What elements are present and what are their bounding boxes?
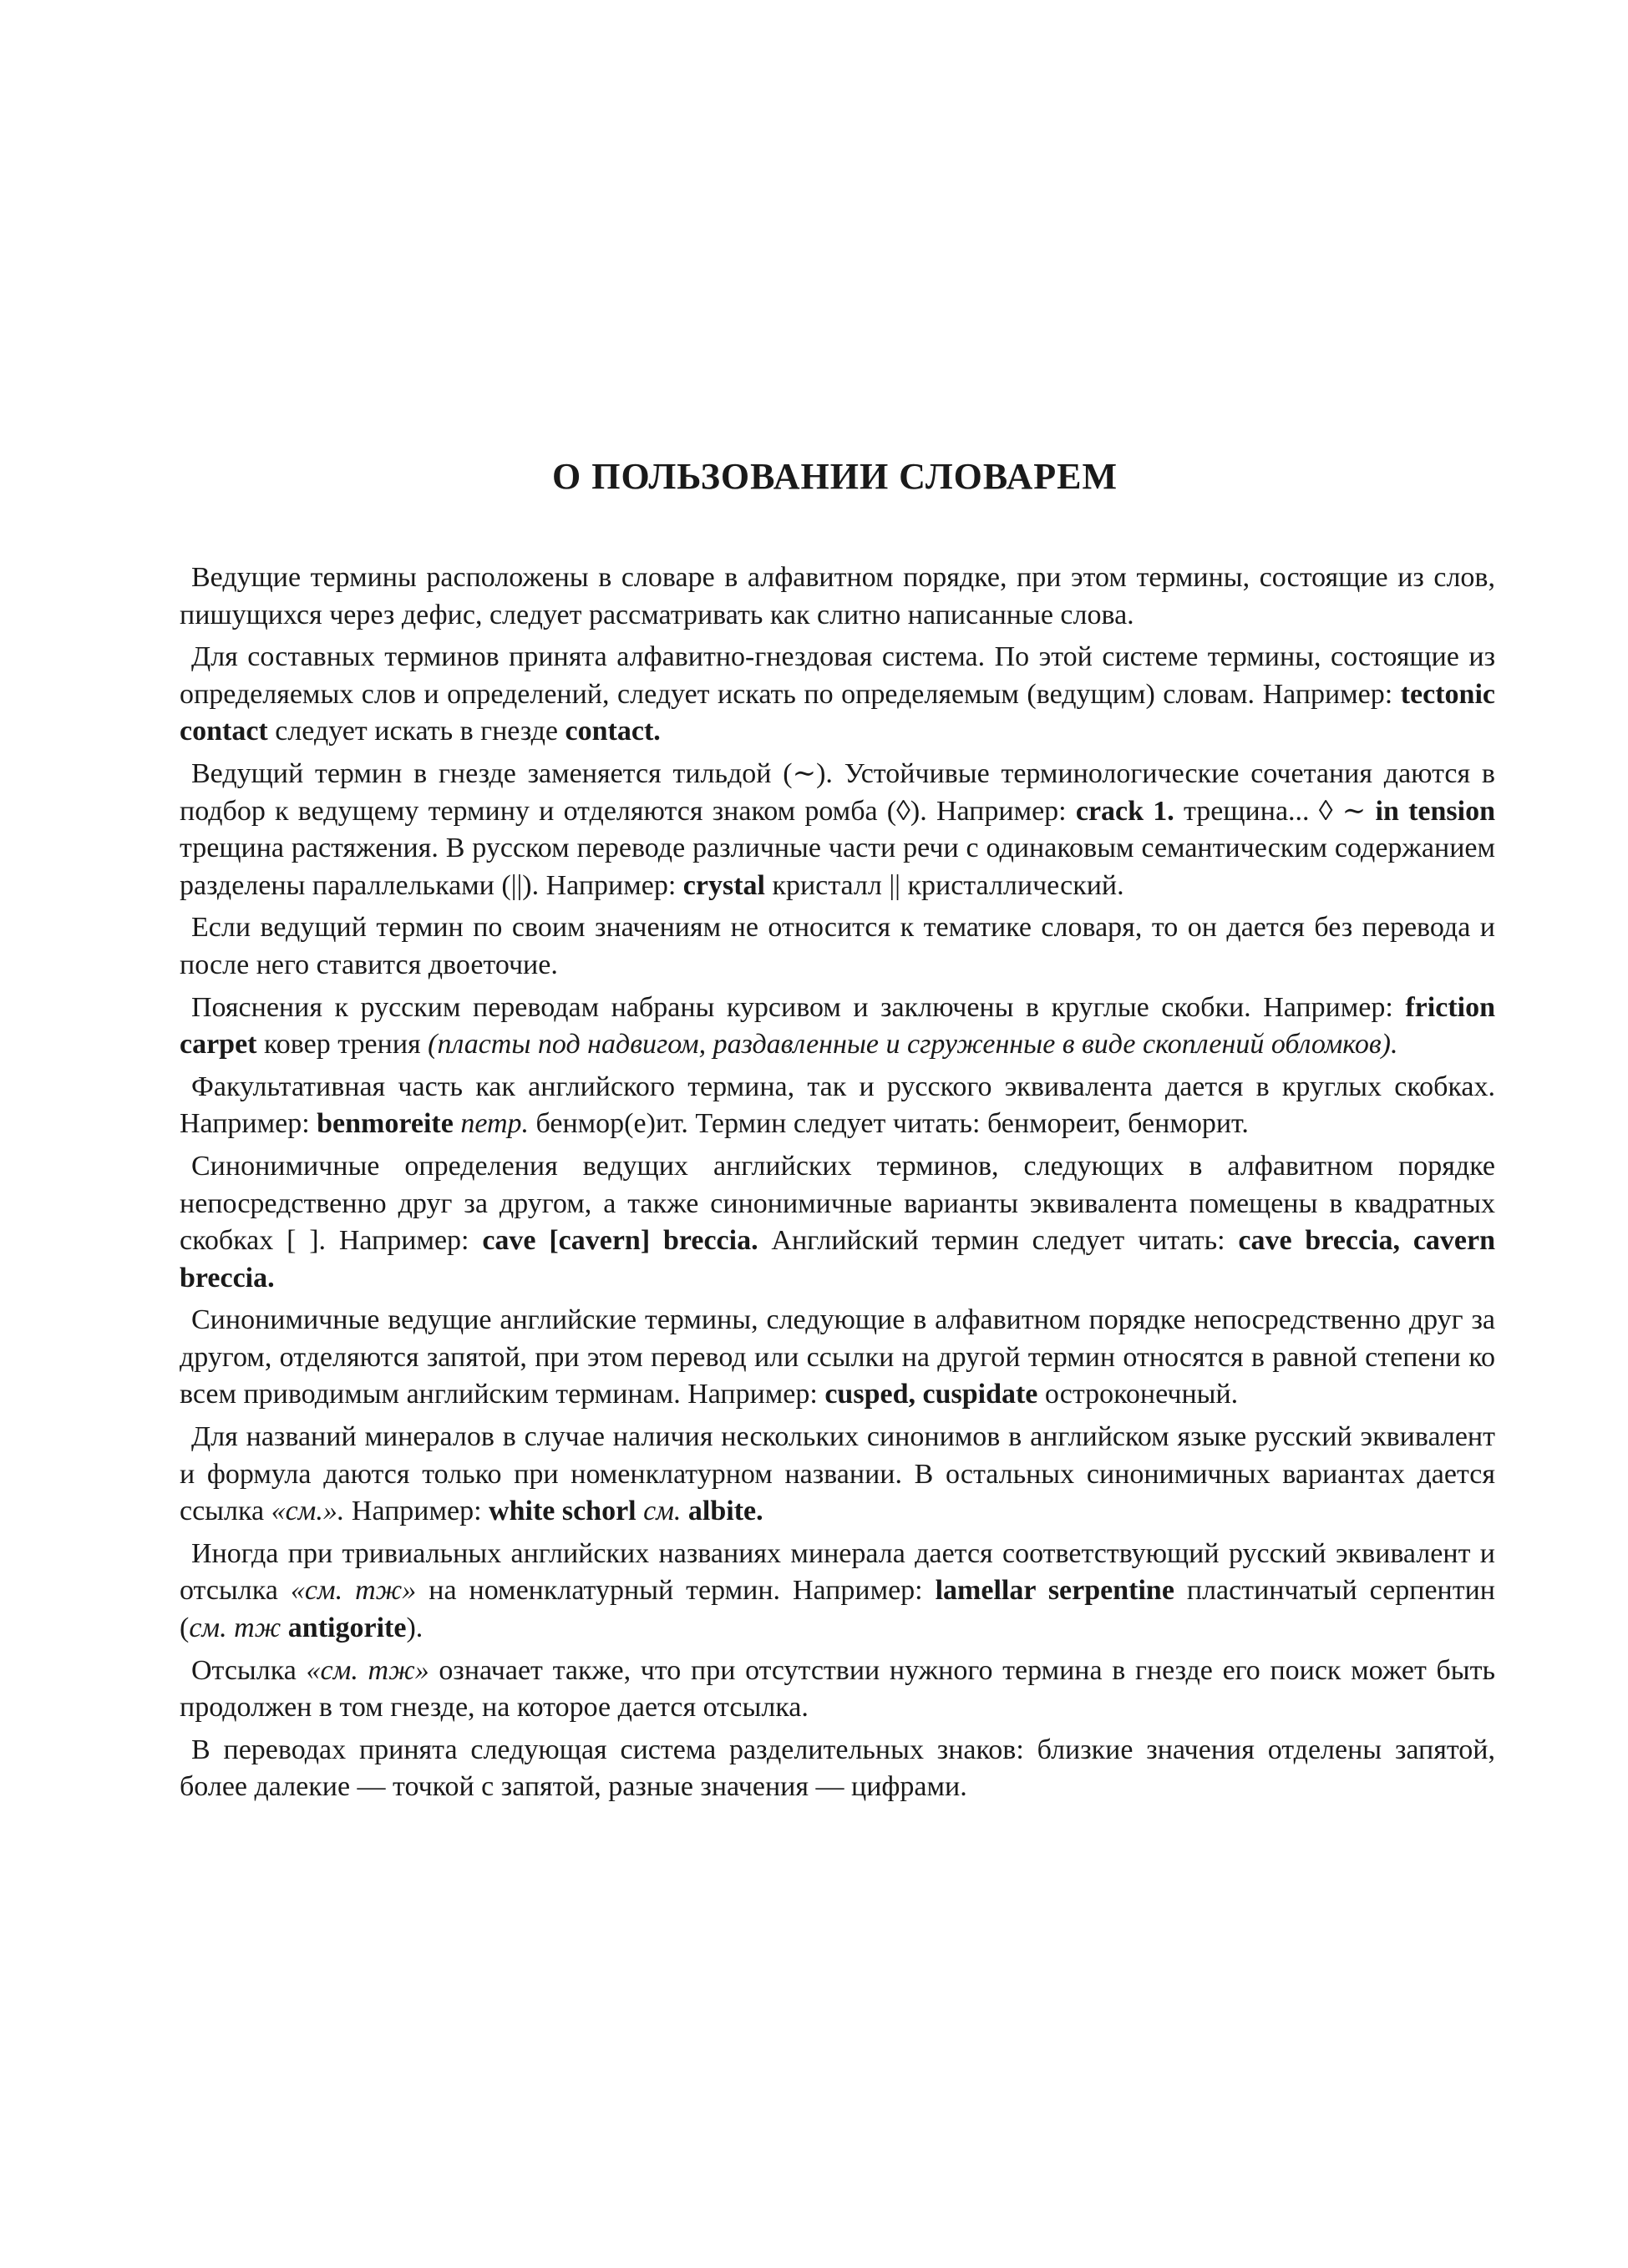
- english-term: albite.: [687, 1496, 763, 1527]
- paragraph-10: [180, 1536, 1495, 1648]
- paragraph-2: [180, 639, 1495, 751]
- paragraph-11: [180, 1653, 1495, 1727]
- paragraph-text: Для составных терминов принята алфавитно-гнездовая система. По этой системе термины, состоящие из определяемых слов и определений, следует искать по определяемым (ведущим) словам. Например:: [180, 641, 1495, 710]
- english-term: in tension: [1375, 795, 1496, 827]
- paragraph-3: [180, 756, 1495, 904]
- paragraph-text: [281, 1612, 288, 1643]
- paragraph-9: [180, 1419, 1495, 1531]
- paragraph-text: Английский термин следует читать:: [758, 1225, 1239, 1257]
- english-term: lamellar serpentine: [935, 1575, 1174, 1607]
- paragraph-7: [180, 1148, 1495, 1297]
- italic-note: «см. тж»: [290, 1575, 417, 1607]
- italic-note: петр.: [460, 1108, 530, 1140]
- paragraph-text: Если ведущий термин по своим значениям не относится к тематике словаря, то он дается без перевода и после него ставится двоеточие.: [180, 912, 1495, 980]
- paragraph-1: [180, 559, 1495, 634]
- italic-note: см. тж: [189, 1612, 281, 1644]
- paragraph-text: Пояснения к русским переводам набраны курсивом и заключены в круглые скобки. Например:: [191, 991, 1406, 1023]
- paragraph-text: Например:: [344, 1496, 489, 1527]
- paragraph-6: [180, 1069, 1495, 1143]
- english-term: cave [cavern] breccia.: [482, 1225, 758, 1257]
- paragraph-text: остроконечный.: [1037, 1379, 1239, 1410]
- document-body: [180, 559, 1495, 1811]
- paragraph-text: ковер трения: [256, 1029, 429, 1061]
- paragraph-text: Ведущие термины расположены в словаре в алфавитном порядке, при этом термины, состоящие из слов, пишущихся через дефис, следует рассматривать как слитно написанные слова.: [180, 562, 1495, 630]
- paragraph-text: трещина растяжения. В русском переводе различные части речи с одинаковым семантическим содержанием разделены параллельками (||). Например:: [180, 833, 1495, 901]
- paragraph-text: пластинчатый серпентин (: [180, 1575, 1495, 1644]
- paragraph-text: ).: [406, 1612, 423, 1644]
- paragraph-4: [180, 909, 1495, 984]
- paragraph-text: Факультативная часть как английского термина, так и русского эквивалента дается в круглых скобках. Например:: [180, 1071, 1495, 1140]
- paragraph-text: Иногда при тривиальных английских названиях минерала дается соответствующий русский эквивалент и отсылка: [180, 1537, 1495, 1607]
- paragraph-text: бенмор(е)ит. Термин следует читать: бенмореит, бенморит.: [529, 1108, 1249, 1140]
- paragraph-5: [180, 990, 1495, 1064]
- paragraph-12: [180, 1732, 1495, 1806]
- english-term: cusped, cuspidate: [824, 1379, 1038, 1410]
- paragraph-text: означает также, что при отсутствии нужного термина в гнезде его поиск может быть продолжен в том гнезде, на которое дается отсылка.: [180, 1654, 1496, 1724]
- italic-note: см.: [643, 1496, 682, 1527]
- paragraph-text: Синонимичные определения ведущих английских терминов, следующих в алфавитном порядке непосредственно друг за другом, а также синонимичные варианты эквивалента помещены в квадратных скобках [ ]. Например:: [180, 1150, 1495, 1257]
- italic-note: «см.».: [271, 1496, 345, 1527]
- english-term: tectonic contact: [180, 678, 1495, 747]
- paragraph-text: следует искать в гнезде: [267, 716, 565, 747]
- paragraph-8: [180, 1302, 1495, 1414]
- english-term: friction carpet: [180, 991, 1495, 1061]
- paragraph-text: трещина... ◊ ∼: [1174, 795, 1376, 827]
- english-term: cave breccia, cavern breccia.: [180, 1225, 1496, 1293]
- english-term: crack 1.: [1075, 795, 1174, 827]
- english-term: antigorite: [287, 1612, 407, 1644]
- paragraph-text: В переводах принята следующая система разделительных знаков: близкие значения отделены запятой, более далекие — точкой с запятой, разные значения — цифрами.: [180, 1734, 1495, 1803]
- paragraph-text: на номенклатурный термин. Например:: [416, 1575, 936, 1607]
- english-term: crystal: [682, 869, 765, 901]
- paragraph-text: Ведущий термин в гнезде заменяется тильдой (∼). Устойчивые терминологические сочетания даются в подбор к ведущему термину и отделяются знаком ромба (◊). Например:: [180, 757, 1495, 827]
- page-title: О ПОЛЬЗОВАНИИ СЛОВАРЕМ: [552, 456, 1118, 497]
- paragraph-text: [636, 1496, 644, 1526]
- paragraph-text: [681, 1496, 688, 1526]
- paragraph-text: Отсылка: [191, 1654, 307, 1686]
- italic-note: «см. тж»: [306, 1654, 429, 1686]
- english-term: white schorl: [489, 1496, 636, 1527]
- paragraph-text: Для названий минералов в случае наличия нескольких синонимов в английском языке русский эквивалент и формула даются только при номенклатурном названии. В остальных синонимичных вариантах дается ссылка: [180, 1421, 1495, 1527]
- english-term: contact.: [565, 716, 661, 747]
- paragraph-text: кристалл || кристаллический.: [764, 869, 1124, 901]
- italic-note: (пласты под надвигом, раздавленные и сгруженные в виде скоплений обломков).: [428, 1029, 1398, 1061]
- paragraph-text: Синонимичные ведущие английские термины, следующие в алфавитном порядке непосредственно друг за другом, отделяются запятой, при этом перевод или ссылки на другой термин относятся в равной степени ко всем приводимым английским терминам. Например:: [180, 1304, 1495, 1410]
- english-term: benmoreite: [317, 1108, 454, 1140]
